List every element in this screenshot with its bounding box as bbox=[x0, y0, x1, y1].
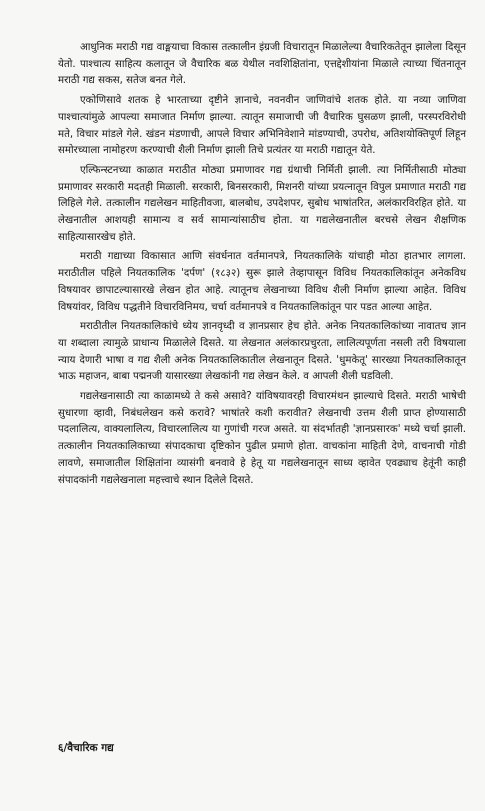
paragraph: एल्फिन्स्टनच्या काळात मराठीत मोठ्या प्रमाणावर गद्य ग्रंथाची निर्मिती झाली. त्या निर्मितीसाठी मोठ्या प्रमाणावर सरकारी मदतही मिळाली. सरकारी, बिनसरकारी, मिशनरी यांच्या प्रयत्नातून विपुल प्रमाणात मराठी गद्य लिहिले गेले. तत्कालीन गद्यलेखन माहितीवजा, बालबोध, उपदेशपर, सुबोध भाषांतरित, अलंकारविरहित होते. या लेखनातील आशयही सामान्य व सर्व सामान्यांसाठीच होता. या गद्यलेखनातील बरचसे लेखन शैक्षणिक साहित्यासारखेच होते. bbox=[58, 164, 466, 243]
paragraph: आधुनिक मराठी गद्य वाङ्मयाचा विकास तत्कालीन इंग्रजी विचारातून मिळालेल्या वैचारिकतेतून झालेला दिसून येतो. पाश्चात्य साहित्य कलातून जे वैचारिक बळ येथील नवशिक्षितांना, एत्तद्देशीयांना मिळाले त्याच्या चिंतनातून मराठी गद्य सकस, सतेज बनत गेले. bbox=[58, 42, 466, 87]
body-text bbox=[58, 40, 466, 492]
paragraph: मराठी गद्याच्या विकासात आणि संवर्धनात वर्तमानपत्रे, नियतकालिके यांचाही मोठा हातभार लागला. मराठीतील पहिले नियतकालिक 'दर्पण' (१८३२) सुरू झाले तेव्हापासून विविध नियतकालिकांतून अनेकविध विषयावर छापाटल्यासारखे लेखन होत आहे. त्यातूनच लेखनाच्या विविध शैली निर्माण झाल्या आहेत. विविध विषयांवर, विविध पद्धतीने विचारविनिमय, चर्चा वर्तमानपत्रे व नियतकालिकांतून पार पडत आल्या आहेत. bbox=[58, 251, 466, 313]
paragraph: मराठीतील नियतकालिकांचे ध्येय ज्ञानवृध्दी व ज्ञानप्रसार हेच होते. अनेक नियतकालिकांच्या नावातच ज्ञान या शब्दाला त्यामुळे प्राधान्य मिळालेले दिसते. या लेखनात अलंकारप्रचुरता, लालित्यपूर्णता नसली तरी विषयाला न्याय देणारी भाषा व गद्य शैली अनेक नियतकालिकातील लेखनातून दिसते. 'धुमकेतू' सारख्या नियतकालिकातून भाऊ महाजन, बाबा पद्मनजी यासारख्या लेखकांनी गद्य लेखन केले. व आपली शैली घडविली. bbox=[58, 321, 466, 383]
paragraph: एकोणिसावे शतक हे भारताच्या दृष्टीने ज्ञानाचे, नवनवीन जाणिवांचे शतक होते. या नव्या जाणिवा पाश्चात्यांमुळे आपल्या समाजात निर्माण झाल्या. त्यातून समाजाची जी वैचारिक घुसळण झाली, परस्परविरोधी मते, विचार मांडले गेले. खंडन मंडणाची, आपले विचार अभिनिवेशाने मांडण्याची, उपरोध, अतिशयोक्तिपूर्ण लिहून समोरच्याला नामोहरण करण्याची शैली निर्माण झाली तिचे प्रत्यंतर या मराठी गद्यातून येते. bbox=[58, 95, 466, 157]
page-footer: ६/वैचारिक गद्य bbox=[58, 742, 114, 754]
paragraph: गद्यलेखनासाठी त्या काळामध्ये ते कसे असावे? यांविषयावरही विचारमंथन झाल्याचे दिसते. मराठी भाषेची सुधारणा व्हावी, निबंधलेखन कसे करावे? भाषांतरे कशी करावीत? लेखनाची उत्तम शैली प्राप्त होण्यासाठी पदलालित्य, वाक्यलालित्य, विचारलालित्य या गुणांची गरज असते. या संदर्भातही 'ज्ञानप्रसारक' मध्ये चर्चा झाली. तत्कालीन नियतकालिकाच्या संपादकाचा दृष्टिकोन पुढील प्रमाणे होता. वाचकांना माहिती देणे, वाचनाची गोडी लावणे, समाजातील शिक्षितांना व्यासंगी बनवावे हे हेतू या गद्यलेखनातून साध्य व्हावेत एवढ्याच हेतूंनी काही संपादकांनी गद्यलेखनाला महत्त्वाचे स्थान दिलेले दिसते. bbox=[58, 391, 466, 486]
